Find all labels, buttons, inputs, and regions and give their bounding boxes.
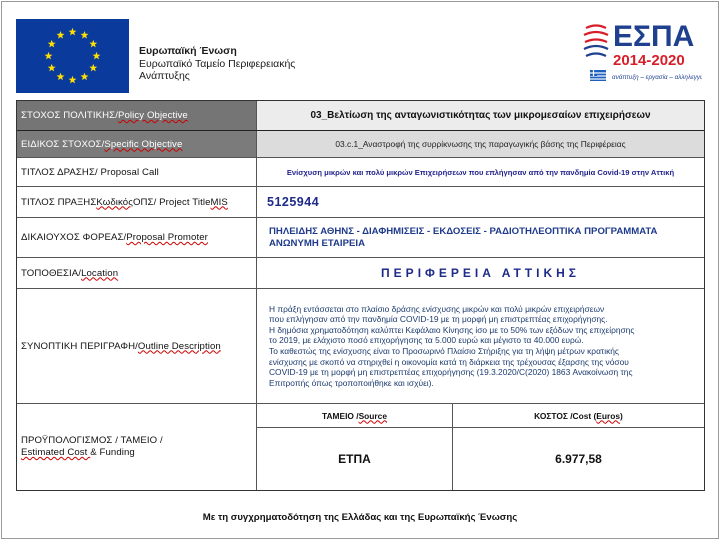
project-info-table bbox=[16, 100, 705, 491]
proposal-call-label: ΤΙΤΛΟΣ ΔΡΑΣΗΣ/ Proposal Call bbox=[17, 158, 257, 186]
eu-caption-line1: Ευρωπαϊκή Ένωση bbox=[139, 45, 237, 57]
proposal-call-value: Ενίσχυση μικρών και πολύ μικρών Επιχειρήσεων που επλήγησαν από την πανδημία Covid-19 στην Αττική bbox=[286, 167, 675, 177]
budget-label: ΠΡΟΫΠΟΛΟΓΙΣΜΟΣ / ΤΑΜΕΙΟ / Estimated Cost & Funding bbox=[17, 404, 257, 490]
cost-value: 6.977,58 bbox=[555, 452, 602, 466]
row-location bbox=[17, 258, 704, 289]
specific-objective-label: ΕΙΔΙΚΟΣ ΣΤΟΧΟΣ/ Specific Objective bbox=[17, 131, 257, 157]
project-mis-value: 5125944 bbox=[267, 195, 320, 209]
row-project-title bbox=[17, 187, 704, 218]
outline-line: που επλήγησαν από την πανδημία COVID-19 με τη μορφή μη επιστρεπτέας επιχορήγησης. bbox=[269, 314, 608, 325]
row-outline-description bbox=[17, 289, 704, 404]
espa-tagline: ανάπτυξη – εργασία – αλληλεγγύη bbox=[612, 74, 702, 81]
promoter-line1: ΠΗΛΕΙΔΗΣ ΑΘΗΝΣ - ΔΙΑΦΗΜΙΣΕΙΣ - ΕΚΔΟΣΕΙΣ - ΡΑΔΙΟΤΗΛΕΟΠΤΙΚΑ ΠΡΟΓΡΑΜΜΑΤΑ bbox=[269, 225, 658, 237]
outline-description-value bbox=[257, 289, 704, 403]
proposal-promoter-value bbox=[257, 218, 704, 257]
outline-line: Το καθεστώς της ενίσχυσης είναι το Προσωρινό Πλαίσιο Στήριξης για τη λήψη μέτρων κρατικής bbox=[269, 346, 619, 356]
source-value: ΕΤΠΑ bbox=[257, 428, 453, 490]
project-title-label: ΤΙΤΛΟΣ ΠΡΑΞΗΣ Κωδικός ΟΠΣ/ Project Title MIS bbox=[17, 187, 257, 217]
row-budget bbox=[17, 404, 704, 490]
eu-caption-line3: Ανάπτυξης bbox=[139, 70, 190, 82]
outline-description-label: ΣΥΝΟΠΤΙΚΗ ΠΕΡΙΓΡΑΦΗ/ Outline Description bbox=[17, 289, 257, 403]
outline-line: Η δημόσια χρηματοδότηση καλύπτει Κεφάλαιο Κίνησης ίσο με το 50% των εξόδων της επιχείρησης bbox=[269, 324, 635, 335]
eu-caption-line2: Ευρωπαϊκό Ταμείο Περιφερειακής bbox=[139, 57, 296, 70]
cofunding-footer: Με τη συγχρηματοδότηση της Ελλάδας και της Ευρωπαϊκής Ένωσης bbox=[202, 512, 518, 523]
source-header: ΤΑΜΕΙΟ / Source bbox=[257, 404, 453, 428]
espa-title: ΕΣΠΑ bbox=[613, 20, 695, 53]
policy-objective-label: ΣΤΟΧΟΣ ΠΟΛΙΤΙΚΗΣ/ Policy Objective bbox=[17, 101, 257, 130]
row-proposal-promoter bbox=[17, 218, 704, 258]
row-policy-objective bbox=[17, 101, 704, 131]
promoter-line2: ΑΝΩΝΥΜΗ ΕΤΑΙΡΕΙΑ bbox=[269, 237, 365, 249]
specific-objective-value: 03.c.1_Αναστροφή της συρρίκνωσης της παραγωγικής βάσης της Περιφέρειας bbox=[257, 131, 704, 157]
outline-line: Επιτροπής όπως τροποποιήθηκε και ισχύει). bbox=[269, 377, 434, 388]
eu-caption bbox=[139, 45, 295, 83]
outline-line: Η πράξη εντάσσεται στο πλαίσιο δράσης ενίσχυσης μικρών και πολύ μικρών επιχειρήσεων bbox=[269, 303, 605, 314]
outline-line: ενίσχυσης με σκοπό να στηριχθεί η οικονομία κατά τη διάρκεια της τρέχουσας έξαρσης της νόσου bbox=[269, 356, 629, 367]
espa-years: 2014-2020 bbox=[613, 52, 685, 69]
proposal-promoter-label: ΔΙΚΑΙΟΥΧΟΣ ΦΟΡΕΑΣ/ Proposal Promoter bbox=[17, 218, 257, 257]
funding-grid bbox=[257, 404, 704, 490]
outline-line: το 2019, με ελάχιστο ποσό επιχορήγησης τα 5.000 ευρώ και μέγιστο τα 40.000 ευρώ. bbox=[269, 335, 584, 346]
eu-flag-icon bbox=[16, 19, 129, 93]
espa-logo-icon bbox=[580, 14, 702, 88]
row-specific-objective bbox=[17, 131, 704, 158]
location-label: ΤΟΠΟΘΕΣΙΑ/ Location bbox=[17, 258, 257, 288]
location-value: ΠΕΡΙΦΕΡΕΙΑ ΑΤΤΙΚΗΣ bbox=[381, 266, 580, 280]
outline-line: COVID-19 με τη μορφή μη επιστρεπτέας επιχορήγησης (19.3.2020/C(2020) 1863 Ανακοίνωση της bbox=[269, 367, 633, 378]
policy-objective-value: 03_Βελτίωση της ανταγωνιστικότητας των μικρομεσαίων επιχειρήσεων bbox=[257, 101, 704, 130]
cost-header: ΚΟΣΤΟΣ / Cost ( Euros ) bbox=[453, 404, 704, 428]
row-proposal-call bbox=[17, 158, 704, 187]
